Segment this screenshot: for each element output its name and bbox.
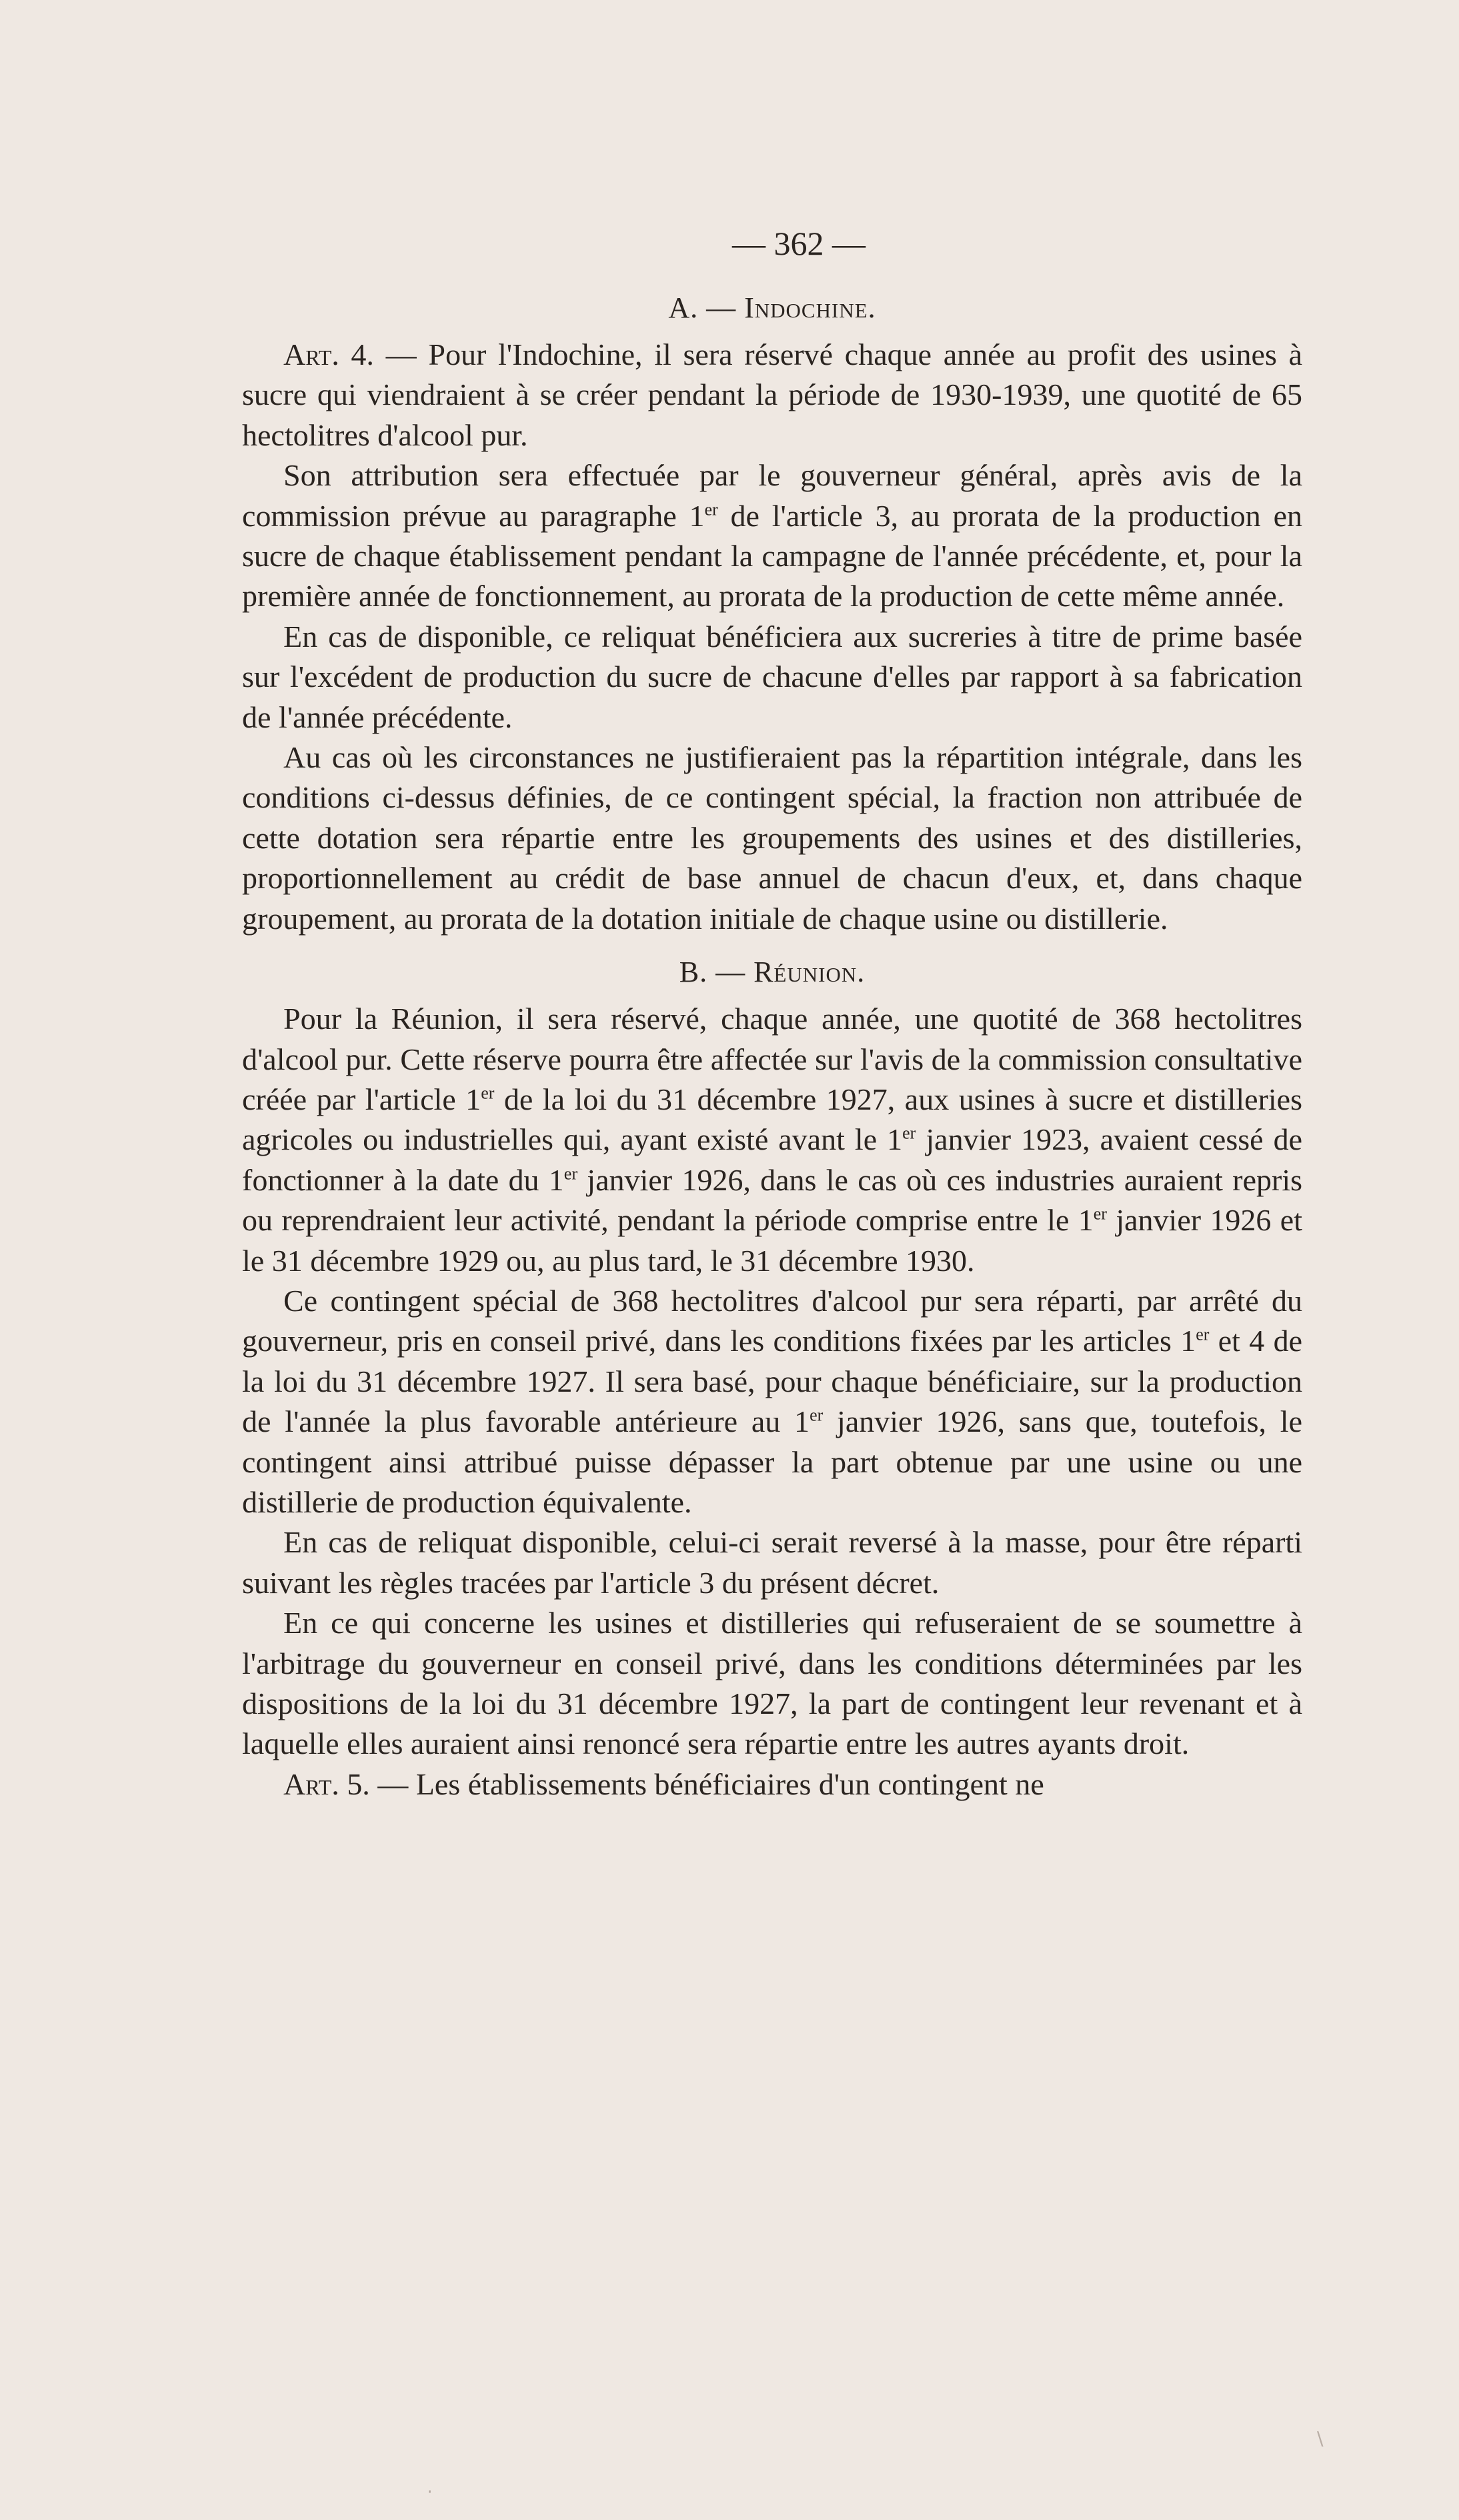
article-5-paragraph: Art. 5. — Les établissements bénéficiaires d'un contingent ne [283,1766,1044,1801]
reunion-quotite-paragraph: Pour la Réunion, il sera réservé, chaque année, une quotité de 368 hectolitres d'alcool pur. Cette réserve pourra être affectée sur l'avis de la commission consultative créée par l'article 1er de la loi du 31 décembre 1927, aux usines à sucre et distilleries agricoles ou industrielles qui, ayant existé avant le 1er janvier 1923, avaient cessé de fonctionner à la date du 1er janvier 1926, dans le cas où ces industries auraient repris ou reprendraient leur activité, pendant la période comprise entre le 1er janvier 1926 et le 31 décembre 1929 ou, au plus tard, le 31 décembre 1930. [242,1002,1302,1278]
arbitrage-paragraph: En ce qui concerne les usines et distilleries qui refuseraient de se soumettre à l'arbitrage du gouverneur en conseil privé, dans les conditions déterminées par les dispositions de la loi du 31 décembre 1927, la part de contingent leur revenant et à laquelle elles auraient ainsi renoncé sera répartie entre les autres ayants droit. [242,1606,1302,1761]
section-heading-reunion: B. — Réunion. [679,956,866,989]
section-heading-indochine: A. — Indochine. [668,291,876,324]
repartition-paragraph: Au cas où les circonstances ne justifieraient pas la répartition intégrale, dans les conditions ci-dessus définies, de ce contingent spécial, la fraction non attribuée de cette dotation sera répartie entre les groupements des usines et des distilleries, proportionnellement au crédit de base annuel de chacun d'eux, et, dans chaque groupement, au prorata de la dotation initiale de chaque usine ou distillerie. [242,740,1302,936]
text-column [242,220,1302,1804]
reliquat-paragraph: En cas de reliquat disponible, celui-ci serait reversé à la masse, pour être réparti suivant les règles tracées par l'article 3 du présent décret. [242,1525,1302,1600]
article-4-paragraph: Art. 4. — Pour l'Indochine, il sera réservé chaque année au profit des usines à sucre qui viendraient à se créer pendant la période de 1930-1939, une quotité de 65 hectolitres d'alcool pur. [242,337,1302,452]
attribution-paragraph: Son attribution sera effectuée par le gouverneur général, après avis de la commission prévue au paragraphe 1er de l'article 3, au prorata de la production en sucre de chaque établissement pendant la campagne de l'année précédente, et, pour la première année de fonctionnement, au prorata de la production de cette même année. [242,458,1303,613]
contingent-special-paragraph: Ce contingent spécial de 368 hectolitres d'alcool pur sera réparti, par arrêté du gouverneur, pris en conseil privé, dans les conditions fixées par les articles 1er et 4 de la loi du 31 décembre 1927. Il sera basé, pour chaque bénéficiaire, sur la production de l'année la plus favorable antérieure au 1er janvier 1926, sans que, toutefois, le contingent ainsi attribué puisse dépasser la part obtenue par une usine ou une distillerie de production équivalente. [242,1283,1302,1519]
page-number: — 362 — [732,225,866,262]
disponible-paragraph: En cas de disponible, ce reliquat bénéficiera aux sucreries à titre de prime basée sur l'excédent de production du sucre de chacune d'elles par rapport à sa fabrication de l'année précédente. [242,619,1302,734]
paper-speck: · [427,2481,433,2503]
paper-mark: \ [1317,2427,1324,2449]
